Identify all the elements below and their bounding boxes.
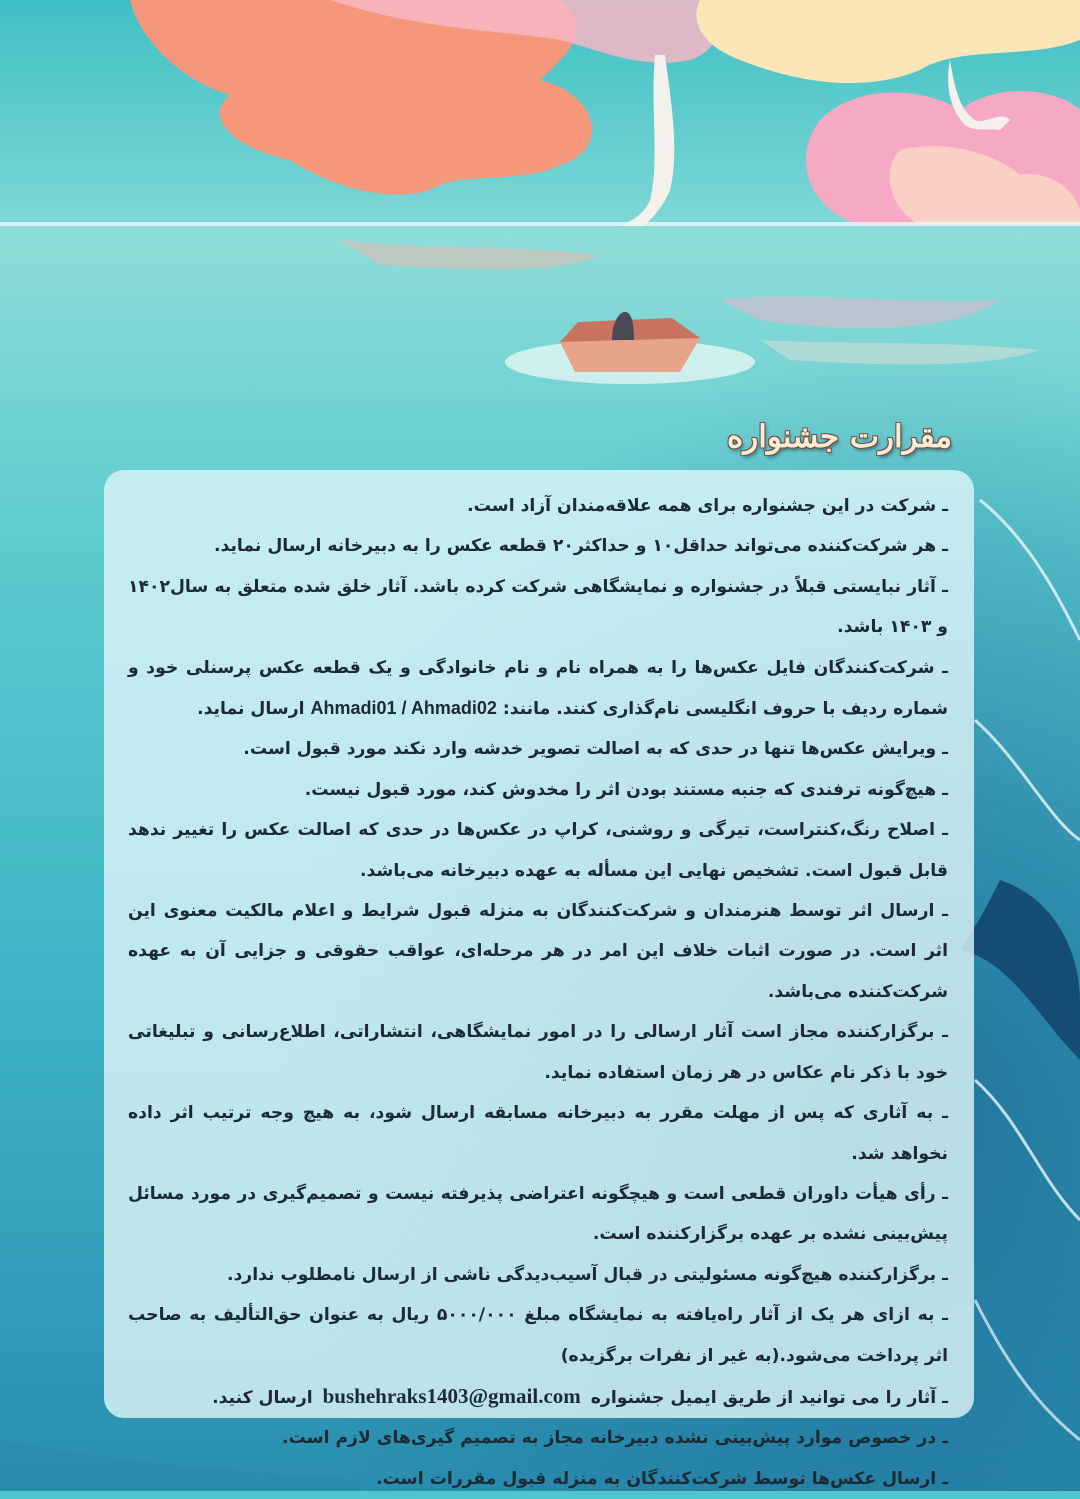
rule-item	[128, 648, 948, 730]
rule-item	[128, 1376, 948, 1418]
rule-item: ـ هیچ‌گونه ترفندی که جنبه مستند بودن اثر را مخدوش کند، مورد قبول نیست.	[304, 779, 948, 800]
rule-item: ـ در خصوص موارد پیش‌بینی نشده دبیرخانه مجاز به تصمیم گیری‌های لازم است.	[281, 1428, 948, 1449]
rule-item: ـ شرکت در این جشنواره برای همه علاقه‌مندان آزاد است.	[467, 496, 948, 516]
page-title: مقرارت جشنواره	[727, 418, 952, 455]
rule-item: ـ ارسال اثر توسط هنرمندان و شرکت‌کنندگان به منزله قبول شرایط و اعلام مالکیت معنوی این اثر است. در صورت اثبات خلاف این امر در هر مرحله‌ای، عواقب حقوقی و جزایی آن به عهده شرکت‌کننده می‌باشد.	[128, 901, 948, 1002]
rules-panel	[104, 470, 974, 1489]
rule-text: ارسال نماید.	[197, 699, 305, 720]
rule-item: ـ آثار نبایستی قبلاً در جشنواره و نمایشگاهی شرکت کرده باشد. آثار خلق شده متعلق به سال۱۴۰۲ و ۱۴۰۳ باشد.	[128, 576, 948, 638]
rule-text: ـ شرکت‌کنندگان فایل عکس‌ها را به همراه نام و نام خانوادگی و یک قطعه عکس پرسنلی خود و شماره ردیف با حروف انگلیسی نام‌گذاری کنند. مانند:	[128, 657, 948, 720]
rule-text: ارسال کنید.	[212, 1387, 313, 1408]
rules-list	[128, 486, 948, 1499]
festival-email-link[interactable]: bushehraks1403@gmail.com	[322, 1383, 581, 1408]
rule-item: ـ به ازای هر یک از آثار راه‌یافته به نمایشگاه مبلغ ۵۰۰۰/۰۰۰ ریال به عنوان حق‌التألیف به صاحب اثر پرداخت می‌شود.(به غیر از نفرات برگزیده)	[128, 1305, 949, 1366]
rule-item: ـ ارسال عکس‌ها توسط شرکت‌کنندگان به منزله قبول مقررات است.	[376, 1468, 948, 1489]
rule-item: ـ هر شرکت‌کننده می‌تواند حداقل۱۰ و حداکثر۲۰ قطعه عکس را به دبیرخانه ارسال نماید.	[214, 536, 948, 557]
rule-item: ـ ویرایش عکس‌ها تنها در حدی که به اصالت تصویر خدشه وارد نکند مورد قبول است.	[243, 739, 948, 760]
filename-example: Ahmadi01 / Ahmadi02	[310, 698, 497, 719]
rule-text: ـ آثار را می توانید از طریق ایمیل جشنواره	[590, 1387, 948, 1408]
rule-item: ـ اصلاح رنگ،کنتراست، تیرگی و روشنی، کراپ در عکس‌ها در حدی که اصالت عکس را تغییر ندهد قابل قبول است. تشخیص نهایی این مسأله به عهده دبیرخانه می‌باشد.	[128, 820, 948, 881]
rule-item: ـ به آثاری که پس از مهلت مقرر به دبیرخانه مسابقه ارسال شود، به هیچ وجه ترتیب اثر داده نخواهد شد.	[128, 1103, 948, 1164]
rule-item: ـ برگزارکننده هیچ‌گونه مسئولیتی در قبال آسیب‌دیدگی ناشی از ارسال نامطلوب ندارد.	[226, 1264, 948, 1285]
rule-item: ـ رأی هیأت داوران قطعی است و هیچگونه اعتراضی پذیرفته نیست و تصمیم‌گیری در مورد مسائل پیش‌بینی نشده بر عهده برگزارکننده است.	[128, 1183, 948, 1245]
rule-item: ـ برگزارکننده مجاز است آثار ارسالی را در امور نمایشگاهی، انتشاراتی، اطلاع‌رسانی و تبلیغاتی خود با ذکر نام عکاس در هر زمان استفاده نماید.	[128, 1022, 948, 1083]
